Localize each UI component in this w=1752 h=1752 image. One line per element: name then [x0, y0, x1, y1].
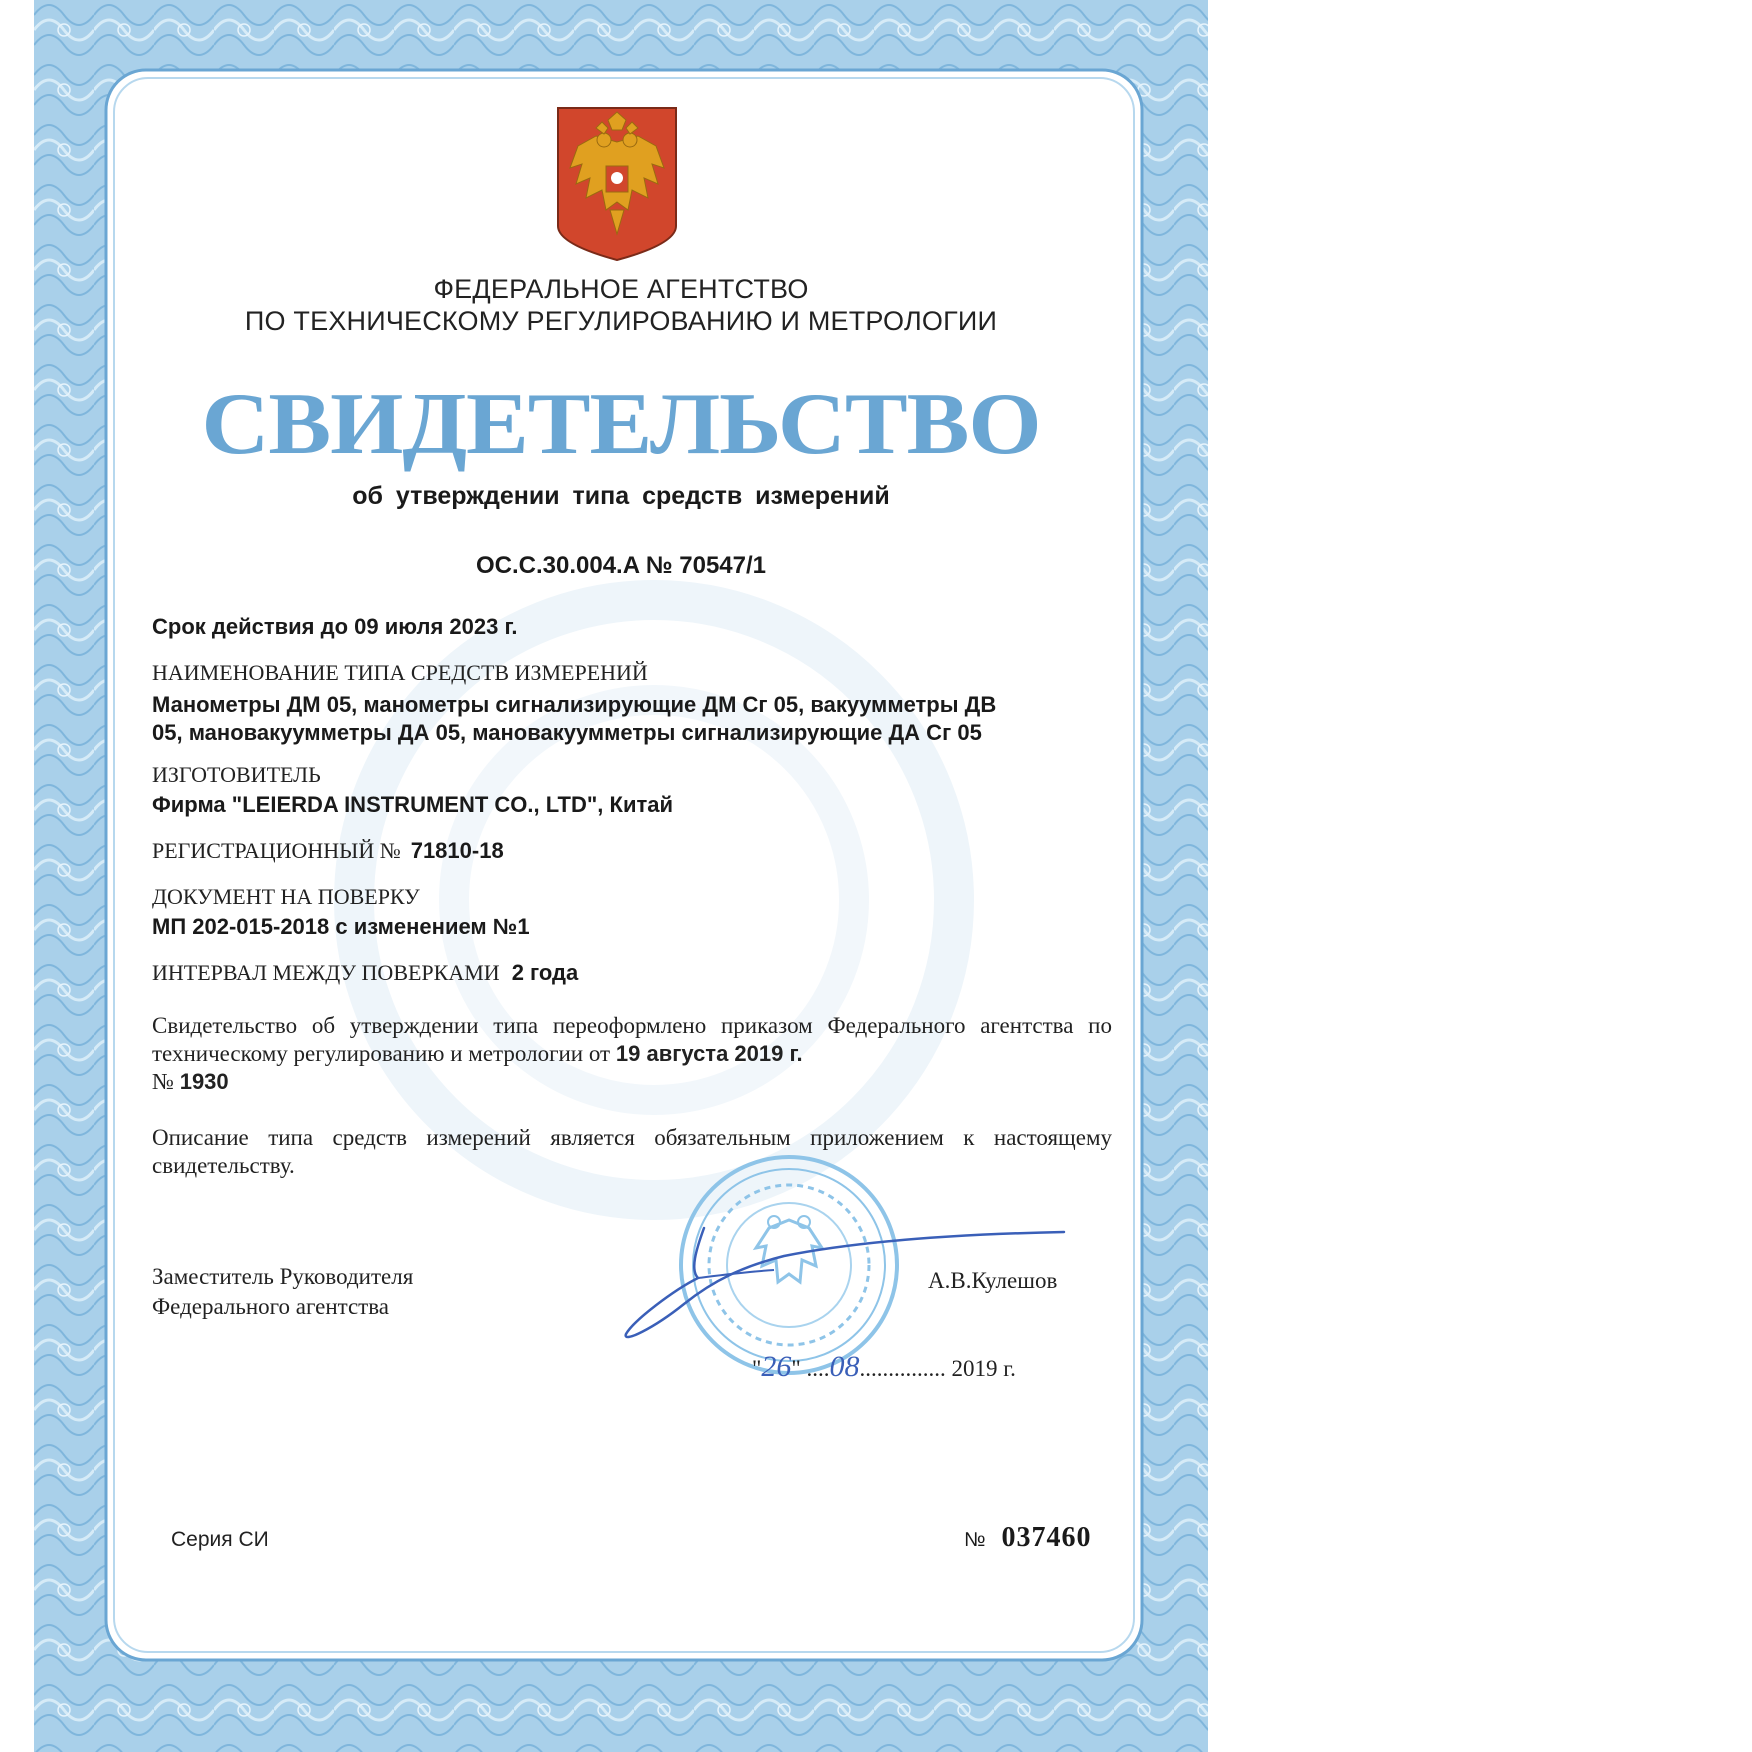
interval-row	[152, 960, 578, 986]
registration-number: 71810-18	[410, 838, 504, 863]
serial-number: 037460	[1001, 1522, 1092, 1553]
handwritten-signature	[614, 1220, 1074, 1350]
date-year: 2019 г.	[951, 1356, 1016, 1381]
interval-label: ИНТЕРВАЛ МЕЖДУ ПОВЕРКАМИ	[152, 960, 500, 985]
manufacturer-label: ИЗГОТОВИТЕЛЬ	[152, 762, 321, 787]
date-open-quote: "	[752, 1356, 762, 1381]
verification-doc-label: ДОКУМЕНТ НА ПОВЕРКУ	[152, 884, 420, 909]
reissue-date: 19 августа 2019 г.	[615, 1041, 803, 1066]
certificate-sheet	[34, 0, 1208, 1752]
interval-value: 2 года	[511, 960, 579, 985]
description-note: Описание типа средств измерений является обязательным приложением к настоящему свидетельству.	[152, 1125, 1112, 1178]
signatory-position-line2: Федерального агентства	[152, 1294, 389, 1319]
type-name-label: НАИМЕНОВАНИЕ ТИПА СРЕДСТВ ИЗМЕРЕНИЙ	[152, 660, 648, 685]
type-name-value-line2: 05, мановакуумметры ДА 05, мановакуумметры сигнализирующие ДА Сг 05	[152, 720, 982, 745]
date-close-quote: "	[791, 1356, 801, 1381]
russian-coat-of-arms-icon	[556, 106, 678, 262]
signatory-position-line1: Заместитель Руководителя	[152, 1264, 414, 1289]
certificate-number: OC.C.30.004.A № 70547/1	[475, 552, 767, 579]
validity-period: Срок действия до 09 июля 2023 г.	[152, 614, 518, 639]
type-name-value-line1: Манометры ДМ 05, манометры сигнализирующие ДМ Сг 05, вакуумметры ДВ	[152, 692, 997, 717]
registration-row	[152, 838, 504, 864]
date-fill-dots: ...............	[859, 1356, 946, 1381]
reissue-order-number: 1930	[179, 1069, 229, 1094]
signing-date	[752, 1352, 1016, 1383]
manufacturer-value: Фирма "LEIERDA INSTRUMENT CO., LTD", Китай	[152, 792, 674, 817]
date-month-dots: ....	[806, 1356, 830, 1381]
agency-name-line1: ФЕДЕРАЛЬНОЕ АГЕНТСТВО	[433, 274, 809, 304]
date-day: 26	[761, 1350, 792, 1383]
registration-label: РЕГИСТРАЦИОННЫЙ №	[152, 838, 401, 863]
series-label: Серия СИ	[171, 1528, 269, 1551]
serial-number-row	[964, 1522, 1091, 1554]
verification-doc-value: МП 202-015-2018 с изменением №1	[152, 914, 530, 939]
reissue-paragraph	[152, 1012, 1112, 1096]
serial-prefix: №	[964, 1529, 986, 1551]
date-month: 08	[829, 1350, 860, 1383]
agency-name-line2: ПО ТЕХНИЧЕСКОМУ РЕГУЛИРОВАНИЮ И МЕТРОЛОГИИ	[244, 306, 998, 336]
document-subtitle: об утверждении типа средств измерений	[352, 482, 890, 510]
reissue-text: Свидетельство об утверждении типа переоформлено приказом Федерального агентства по техническому регулированию и метрологии от	[152, 1013, 1112, 1066]
signatory-name: А.В.Кулешов	[928, 1268, 1058, 1293]
document-title: СВИДЕТЕЛЬСТВО	[201, 376, 1041, 473]
reissue-number-prefix: №	[152, 1069, 174, 1094]
